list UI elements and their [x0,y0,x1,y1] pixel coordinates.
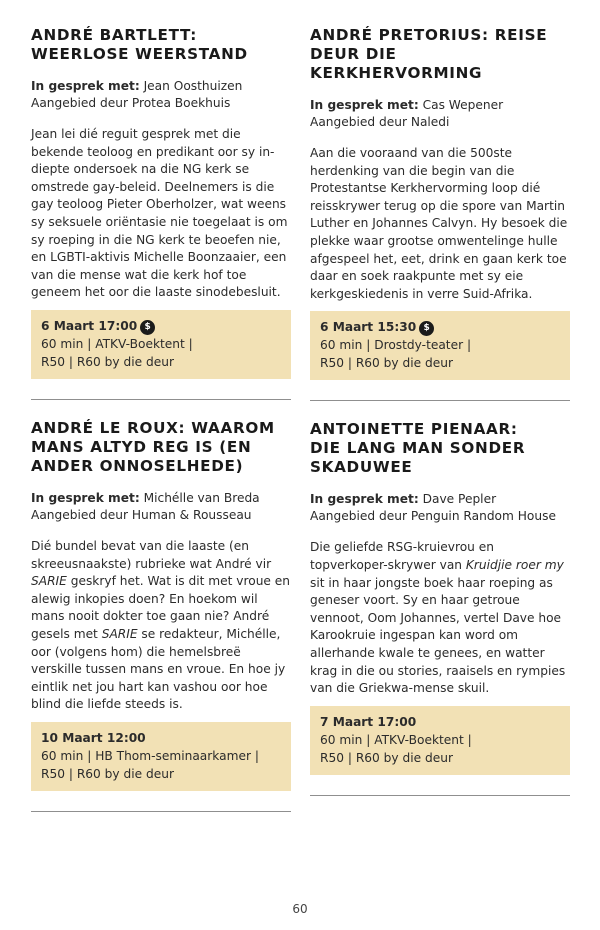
event-title-line: SKADUWEE [310,458,413,477]
interviewer-name: Cas Wepener [418,98,504,112]
event-datetime: 6 Maart 17:00 [41,318,138,333]
event-info-box [310,311,570,380]
event-info-box [310,706,570,775]
interviewer-name: Jean Oosthuizen [139,79,243,93]
divider [310,795,570,796]
event-title-line: ANDRÉ PRETORIUS: REISE [310,26,548,44]
event-title [310,26,570,83]
event-title-line: ANDRÉ LE ROUX: WAAROM [31,418,275,437]
event-price: R50 | R60 by die deur [320,356,453,371]
presented-by: Aangebied deur Naledi [310,115,450,129]
page-number: 60 [292,902,308,916]
interviewer-name: Michélle van Breda [139,490,260,505]
event-title-line: MANS ALTYD REG IS (EN [31,437,252,456]
presented-by: Aangebied deur Human & Rousseau [31,507,252,522]
presented-by: Aangebied deur Protea Boekhuis [31,96,231,110]
interviewer-name: Dave Pepler [418,492,497,507]
event-antoinette-pienaar [310,420,570,795]
event-meta [310,97,570,131]
presented-by: Aangebied deur Penguin Random House [310,509,556,524]
event-title-line: WEERLOSE WEERSTAND [31,45,248,63]
right-column [310,26,570,796]
event-datetime: 10 Maart 12:00 [41,730,146,745]
desc-text: se redakteur, Michélle, oor (volgens hom) die hemelsbreë verskille tussen mans en vroue. En hoe jy eintlik net jou hart kan vashou oor hoe blind die liefde steeds is. [31,626,286,712]
event-andre-bartlett [31,26,291,400]
event-title-line: ANDRÉ BARTLETT: [31,26,197,44]
magazine-title: SARIE [101,626,138,641]
book-title: Kruidjie roer my [465,557,564,572]
event-venue: 60 min | ATKV-Boektent | [320,732,472,747]
event-title [31,419,291,476]
divider [31,399,291,400]
event-datetime: 7 Maart 17:00 [320,714,417,729]
event-price: R50 | R60 by die deur [320,750,453,765]
event-title-line: ANDER ONNOSELHEDE) [31,456,244,475]
event-description [310,539,570,697]
event-price: R50 | R60 by die deur [41,766,174,781]
event-description [31,538,291,714]
desc-text: Die geliefde RSG-kruievrou en topverkoper-skrywer van [310,540,495,572]
interviewer-label: In gesprek met: [31,79,140,93]
event-title-line: ANTOINETTE PIENAAR: [310,420,518,439]
desc-text: sit in haar jongste boek haar roeping as geneser voort. Sy en haar getroue vennoot, Oom Johannes, vertel Dave hoe Karookruie ingespan kan word om allerhande kwale te genees, en watter krag in die ou stories, raaisels en rympies van die Griekwa-mense skuil. [310,575,566,696]
ticket-dollar-icon: $ [140,320,155,335]
event-info-box [31,310,291,379]
event-price: R50 | R60 by die deur [41,354,174,369]
event-meta [31,78,291,112]
divider [310,400,570,401]
event-meta [31,490,291,524]
interviewer-label: In gesprek met: [31,490,140,505]
event-andre-le-roux [31,419,291,812]
event-andre-pretorius [310,26,570,401]
magazine-title: SARIE [31,574,67,589]
event-title-line: DIE LANG MAN SONDER [310,439,526,458]
event-meta [310,491,570,525]
event-title [31,26,291,64]
interviewer-label: In gesprek met: [310,492,419,507]
event-description: Jean lei dié reguit gesprek met die bekende teoloog en predikant oor sy in-diepte ondersoek na die NG kerk se omstrede gay-beleid. Deelnemers is die gay teoloog Pieter Oberholzer, wat weens sy seksuele oriëntasie nie toegelaat is om sy roeping in die NG kerk te beoefen nie, en LGBTI-aktivis Michelle Boonzaaier, een van die mense wat die kerk hof toe geneem het oor die laaste sinodebesluit. [31,127,288,300]
event-title-line: DEUR DIE KERKHERVORMING [310,45,483,82]
desc-text: geskryf het. Wat is dit met vroue en alewig inkopies doen? En hoekom wil mans nooit dokter toe gaan nie? André gesels met [31,574,291,641]
divider [31,811,291,812]
event-info-box [31,722,291,791]
event-venue: 60 min | ATKV-Boektent | [41,336,193,351]
desc-text: Dié bundel bevat van die laaste (en skreeusnaakste) rubrieke wat André vir [31,538,272,571]
interviewer-label: In gesprek met: [310,98,419,112]
left-column [31,26,291,812]
event-venue: 60 min | Drostdy-teater | [320,338,472,353]
event-description: Aan die vooraand van die 500ste herdenking van die begin van die Protestantse Kerkhervorming loop dié reisskrywer terug op die spore van Martin Luther en Johannes Calvyn. Hy besoek die plekke waar grootse omwentelinge hulle afgespeel het, eet, drink en gaan kerk toe daar en soek raakpunte met sy eie kerkgeskiedenis in verre Suid-Afrika. [310,146,568,301]
event-datetime: 6 Maart 15:30 [320,320,417,335]
event-venue: 60 min | HB Thom-seminaarkamer | [41,748,259,763]
event-title [310,420,570,477]
ticket-dollar-icon: $ [419,321,434,336]
